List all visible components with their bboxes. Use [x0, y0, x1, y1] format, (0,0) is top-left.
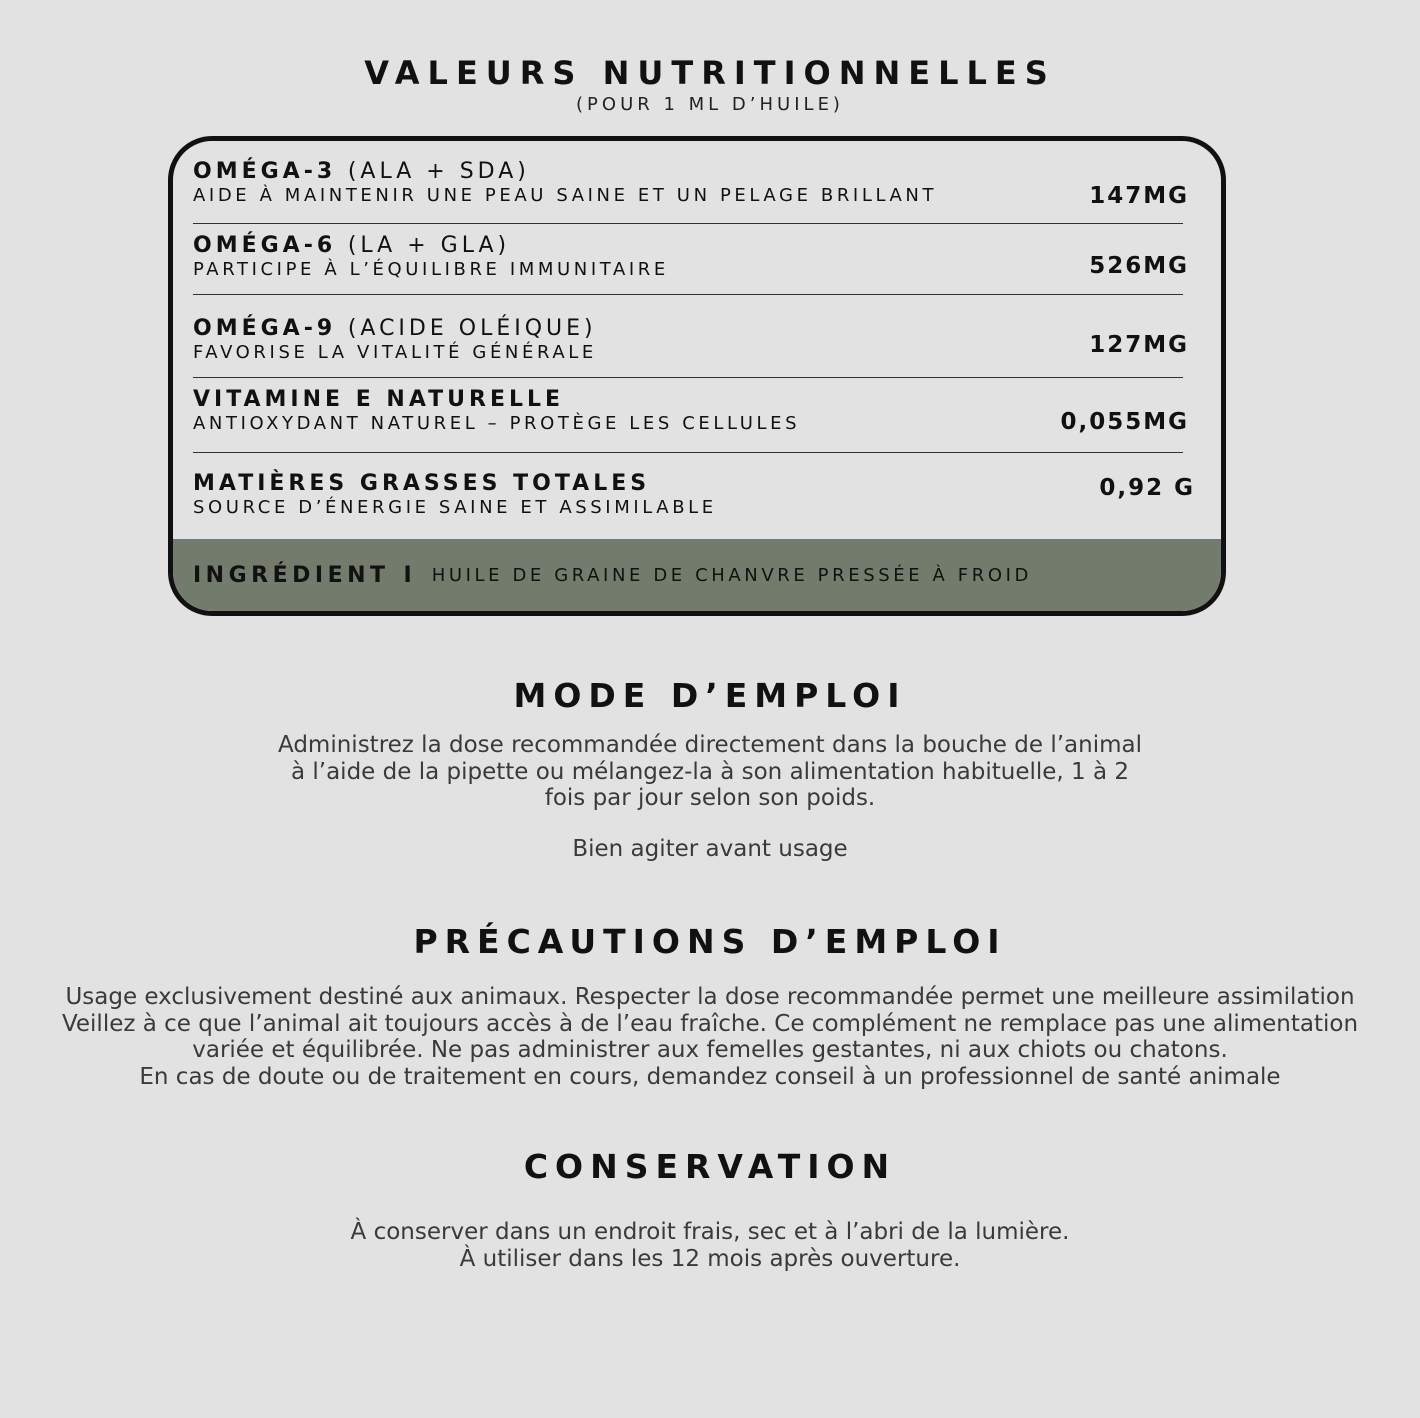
- text-line: variée et équilibrée. Ne pas administrer aux femelles gestantes, ni aux chiots ou chatons.: [192, 1037, 1228, 1063]
- ingredient-banner: [173, 539, 1221, 611]
- row-divider: [193, 452, 1183, 453]
- text-line: Administrez la dose recommandée directement dans la bouche de l’animal: [278, 732, 1142, 758]
- shake-note: Bien agiter avant usage: [572, 836, 848, 862]
- nutrient-value: 147MG: [1089, 183, 1189, 209]
- nutrient-name: OMÉGA-9 (ACIDE OLÉIQUE): [193, 316, 597, 341]
- nutrition-subtitle: (POUR 1 ML D’HUILE): [576, 94, 844, 115]
- text-line: À conserver dans un endroit frais, sec et à l’abri de la lumière.: [350, 1219, 1070, 1245]
- nutrient-value: 0,92 G: [1099, 475, 1195, 501]
- row-divider: [193, 377, 1183, 378]
- text-line: Usage exclusivement destiné aux animaux. Respecter la dose recommandée permet une meilleure assimilation: [65, 984, 1355, 1010]
- nutrient-description: ANTIOXYDANT NATUREL – PROTÈGE LES CELLULES: [193, 413, 801, 434]
- nutrition-row-omega3: [193, 159, 1189, 209]
- row-divider: [193, 223, 1183, 224]
- nutrient-description: SOURCE D’ÉNERGIE SAINE ET ASSIMILABLE: [193, 497, 717, 518]
- ingredient-text: HUILE DE GRAINE DE CHANVRE PRESSÉE À FROID: [431, 564, 1032, 586]
- ingredient-label: INGRÉDIENT: [193, 562, 390, 588]
- precautions-text: [0, 984, 1420, 1090]
- nutrient-name: MATIÈRES GRASSES TOTALES: [193, 471, 651, 496]
- text-line: En cas de doute ou de traitement en cours, demandez conseil à un professionnel de santé animale: [139, 1063, 1281, 1090]
- nutrient-description: AIDE À MAINTENIR UNE PEAU SAINE ET UN PELAGE BRILLANT: [193, 185, 938, 206]
- row-divider: [193, 294, 1183, 295]
- text-line: Veillez à ce que l’animal ait toujours accès à de l’eau fraîche. Ce complément ne remplace pas une alimentation: [61, 1010, 1359, 1037]
- conservation-text: [0, 1219, 1420, 1272]
- nutrient-name: OMÉGA-6 (LA + GLA): [193, 233, 511, 258]
- mode-emploi-text: [0, 732, 1420, 812]
- nutrition-row-vitamin-e: [193, 387, 1189, 435]
- text-line: fois par jour selon son poids.: [544, 785, 876, 811]
- nutrient-value: 127MG: [1089, 332, 1189, 358]
- nutrient-description: FAVORISE LA VITALITÉ GÉNÉRALE: [193, 342, 597, 363]
- nutrition-row-omega9: [193, 316, 1189, 364]
- nutrient-value: 0,055MG: [1060, 409, 1189, 435]
- nutrient-name: VITAMINE E NATURELLE: [193, 387, 565, 412]
- conservation-title: CONSERVATION: [523, 1147, 897, 1186]
- text-line: À utiliser dans les 12 mois après ouverture.: [459, 1245, 961, 1272]
- nutrient-value: 526MG: [1089, 253, 1189, 279]
- nutrition-title: VALEURS NUTRITIONNELLES: [364, 54, 1056, 92]
- nutrient-description: PARTICIPE À L’ÉQUILIBRE IMMUNITAIRE: [193, 259, 669, 280]
- nutrition-row-total-fat: [193, 471, 1195, 519]
- nutrition-panel: [168, 136, 1226, 616]
- precautions-title: PRÉCAUTIONS D’EMPLOI: [413, 922, 1007, 961]
- text-line: à l’aide de la pipette ou mélangez-la à son alimentation habituelle, 1 à 2: [290, 758, 1130, 785]
- nutrition-row-omega6: [193, 233, 1189, 281]
- ingredient-separator: I: [403, 562, 412, 588]
- nutrient-name: OMÉGA-3 (ALA + SDA): [193, 159, 530, 184]
- mode-emploi-title: MODE D’EMPLOI: [513, 676, 907, 715]
